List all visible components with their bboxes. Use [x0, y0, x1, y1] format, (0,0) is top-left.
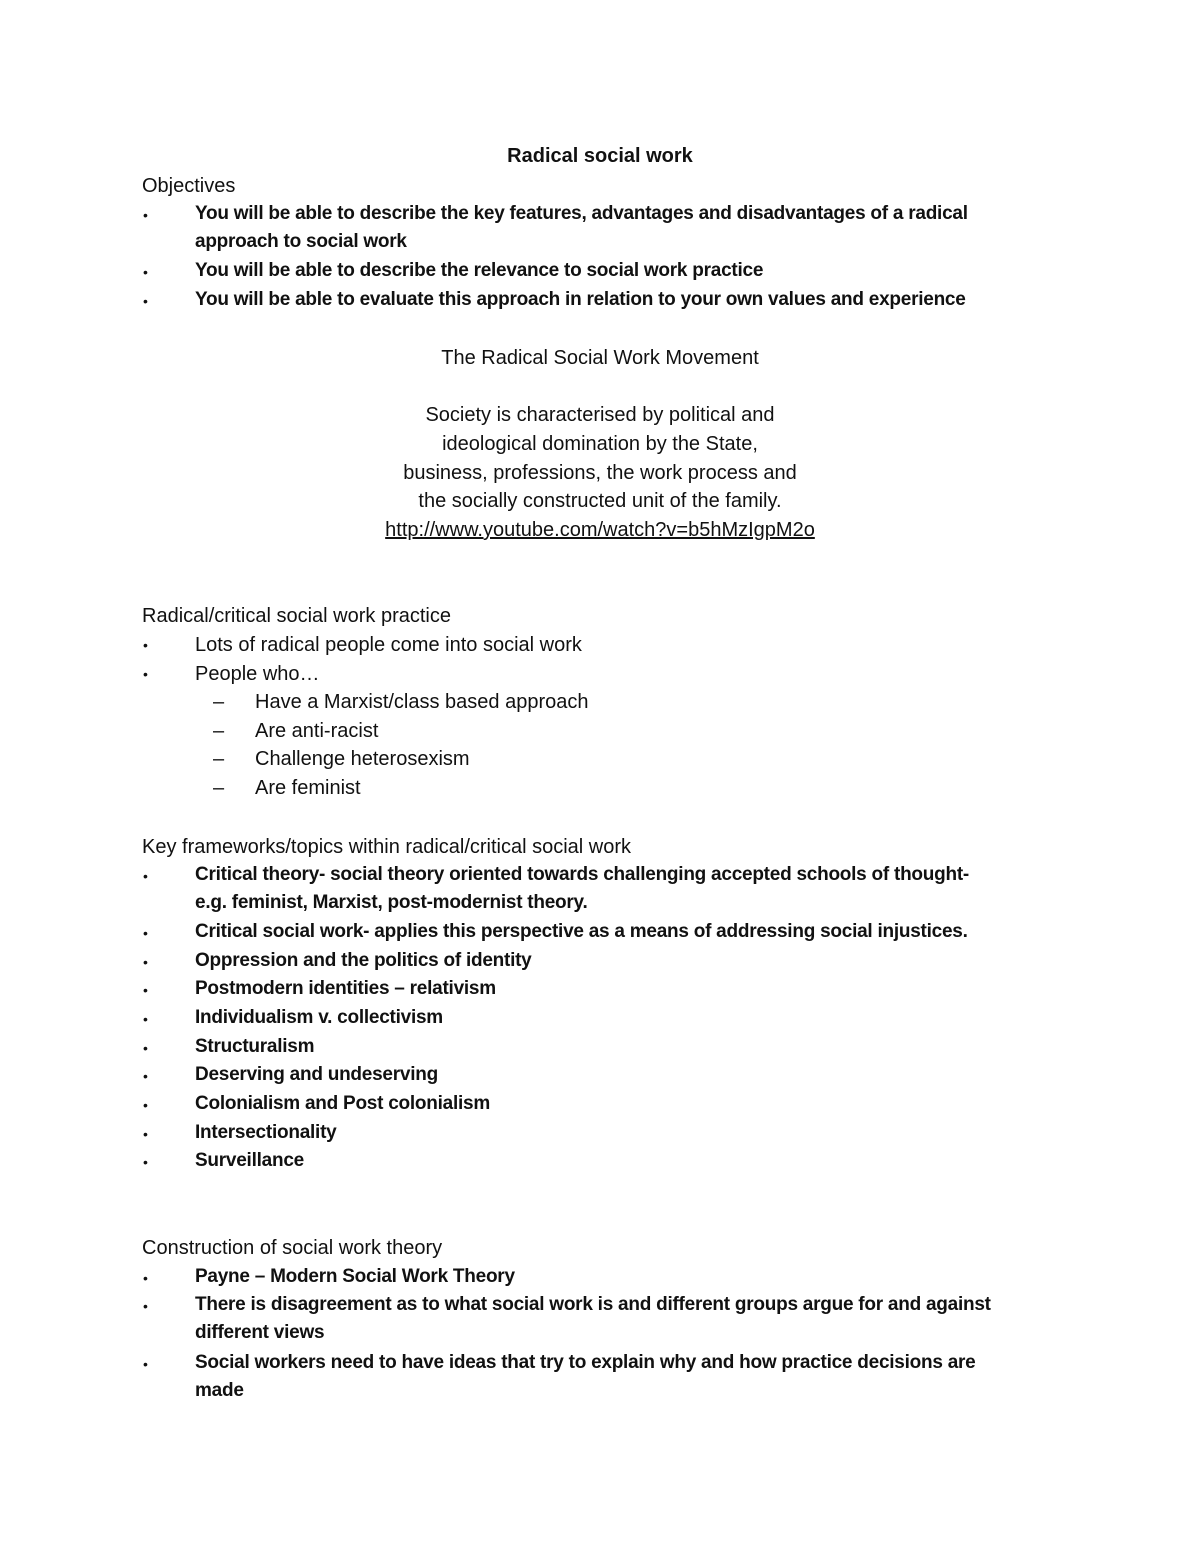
youtube-link[interactable]: http://www.youtube.com/watch?v=b5hMzIgpM2o	[385, 519, 815, 541]
construction-item-3-line1: Social workers need to have ideas that try to explain why and how practice decisions are	[195, 1352, 976, 1373]
bullet-icon: •	[143, 293, 148, 309]
framework-item-4: Postmodern identities – relativism	[195, 978, 496, 999]
objective-item-1-line1: You will be able to describe the key features, advantages and disadvantages of a radical	[195, 203, 968, 224]
framework-item-5: Individualism v. collectivism	[195, 1007, 443, 1028]
construction-heading: Construction of social work theory	[142, 1237, 443, 1259]
practice-item-1: Lots of radical people come into social work	[195, 634, 582, 656]
framework-item-3: Oppression and the politics of identity	[195, 950, 532, 971]
practice-subitem-2: Are anti-racist	[255, 720, 379, 742]
bullet-icon: •	[143, 954, 148, 970]
bullet-icon: •	[143, 1126, 148, 1142]
objectives-heading: Objectives	[142, 175, 236, 197]
bullet-icon: •	[143, 637, 148, 653]
practice-item-2: People who…	[195, 663, 320, 685]
objective-item-1-line2: approach to social work	[195, 231, 407, 252]
bullet-icon: •	[143, 1097, 148, 1113]
bullet-icon: •	[143, 1068, 148, 1084]
bullet-icon: •	[143, 264, 148, 280]
frameworks-heading: Key frameworks/topics within radical/critical social work	[142, 836, 632, 858]
framework-item-1-line2: e.g. feminist, Marxist, post-modernist theory.	[195, 892, 588, 913]
framework-item-9: Intersectionality	[195, 1122, 337, 1143]
construction-item-2-line2: different views	[195, 1322, 325, 1343]
bullet-icon: •	[143, 1040, 148, 1056]
dash-icon: –	[213, 777, 225, 799]
bullet-icon: •	[143, 1154, 148, 1170]
framework-item-7: Deserving and undeserving	[195, 1064, 438, 1085]
bullet-icon: •	[143, 666, 148, 682]
objective-item-3: You will be able to evaluate this approach in relation to your own values and experience	[195, 289, 966, 310]
movement-line-1: Society is characterised by political and	[425, 404, 775, 426]
construction-item-2-line1: There is disagreement as to what social work is and different groups argue for and against	[195, 1294, 991, 1315]
framework-item-8: Colonialism and Post colonialism	[195, 1093, 490, 1114]
dash-icon: –	[213, 720, 225, 742]
framework-item-2: Critical social work- applies this perspective as a means of addressing social injustices.	[195, 921, 968, 942]
movement-line-4: the socially constructed unit of the family.	[418, 490, 782, 512]
practice-subitem-1: Have a Marxist/class based approach	[255, 691, 589, 713]
practice-subitem-4: Are feminist	[255, 777, 361, 799]
framework-item-1-line1: Critical theory- social theory oriented towards challenging accepted schools of thought-	[195, 864, 970, 885]
bullet-icon: •	[143, 1298, 148, 1314]
bullet-icon: •	[143, 982, 148, 998]
movement-line-3: business, professions, the work process and	[403, 462, 797, 484]
framework-item-6: Structuralism	[195, 1036, 315, 1057]
movement-line-2: ideological domination by the State,	[442, 433, 758, 455]
practice-subitem-3: Challenge heterosexism	[255, 748, 470, 770]
document-title: Radical social work	[507, 145, 693, 167]
dash-icon: –	[213, 748, 225, 770]
construction-item-3-line2: made	[195, 1380, 244, 1401]
bullet-icon: •	[143, 1356, 148, 1372]
dash-icon: –	[213, 691, 225, 713]
bullet-icon: •	[143, 925, 148, 941]
objective-item-2: You will be able to describe the relevance to social work practice	[195, 260, 764, 281]
bullet-icon: •	[143, 207, 148, 223]
bullet-icon: •	[143, 868, 148, 884]
bullet-icon: •	[143, 1270, 148, 1286]
bullet-icon: •	[143, 1011, 148, 1027]
practice-heading: Radical/critical social work practice	[142, 605, 451, 627]
framework-item-10: Surveillance	[195, 1150, 304, 1171]
movement-heading: The Radical Social Work Movement	[441, 347, 759, 369]
construction-item-1: Payne – Modern Social Work Theory	[195, 1266, 515, 1287]
